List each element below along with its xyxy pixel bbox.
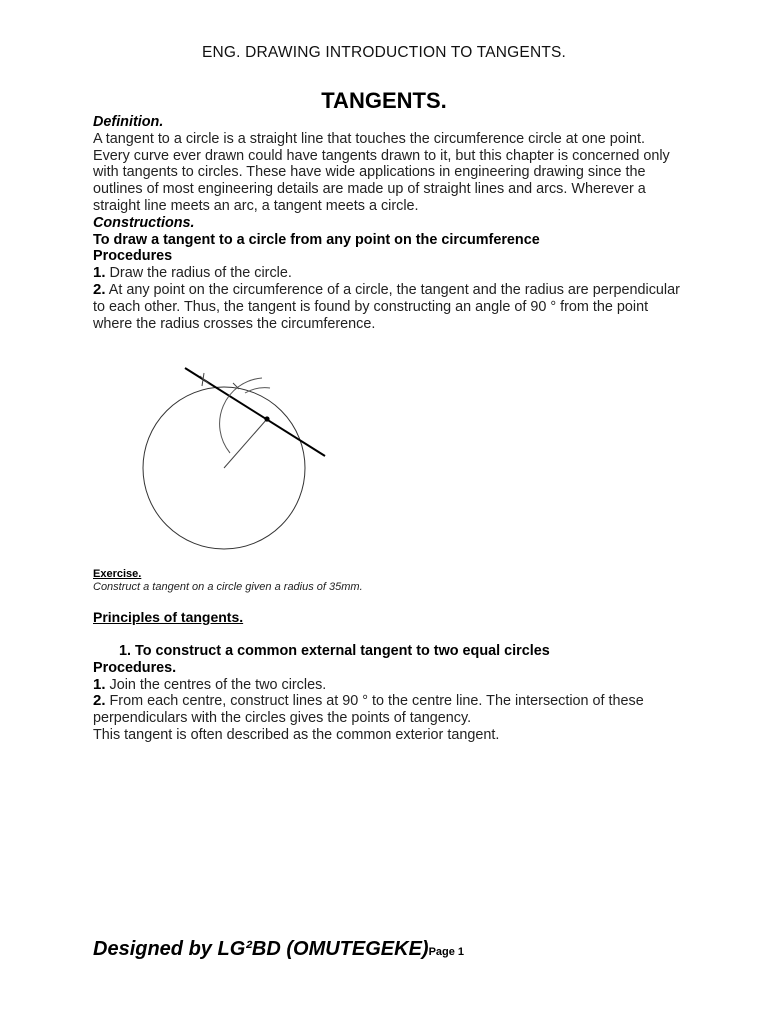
exercise-block xyxy=(93,568,593,594)
page-number: Page 1 xyxy=(428,946,465,958)
constructions-subheading: To draw a tangent to a circle from any point on the circumference xyxy=(93,231,540,248)
exercise-text: Construct a tangent on a circle given a radius of 35mm. xyxy=(93,581,363,593)
header-title: ENG. DRAWING INTRODUCTION TO TANGENTS. xyxy=(201,44,567,61)
step-number: 1. xyxy=(93,264,106,282)
procedure-step xyxy=(93,677,683,694)
construction-arc-2 xyxy=(245,388,270,393)
step-text: From each centre, construct lines at 90 ° to the centre line. The intersection of these perpendiculars with the circles gives the points of tangency. xyxy=(93,693,644,727)
procedures-label: Procedures. xyxy=(93,659,177,676)
constructions-heading: Constructions. xyxy=(93,214,195,231)
step-text: Draw the radius of the circle. xyxy=(105,265,292,282)
definition-section xyxy=(93,114,683,332)
designed-by: Designed by LG²BD (OMUTEGEKE) xyxy=(93,938,429,960)
tangent-point xyxy=(264,416,269,421)
definition-heading: Definition. xyxy=(93,114,164,130)
procedures-label: Procedures xyxy=(93,248,173,265)
radius-line xyxy=(224,419,267,468)
step-text: Join the centres of the two circles. xyxy=(105,676,327,693)
procedure-step xyxy=(93,265,683,282)
procedure-step xyxy=(93,282,683,332)
exercise-label: Exercise. xyxy=(93,568,142,580)
step-text: At any point on the circumference of a circle, the tangent and the radius are perpendicular to each other. Thus, the tangent is found by constructing an angle of 90 ° from the point where the radius crosses the circumference. xyxy=(93,281,680,332)
page-title: TANGENTS. xyxy=(321,88,447,113)
page-footer xyxy=(93,938,464,961)
step-number: 1. xyxy=(93,675,106,693)
construction-tick-1 xyxy=(200,376,209,384)
definition-paragraph-2: Every curve ever drawn could have tangents drawn to it, but this chapter is concerned only with tangents to circles. These have wide applications in engineering drawing since the outlines of most engineering details are made up of straight lines and arcs. Wherever a straight line meets an arc, a tangent meets a circle. xyxy=(93,147,670,214)
closing-text: This tangent is often described as the common exterior tangent. xyxy=(93,726,500,743)
procedure-step xyxy=(93,693,683,727)
step-number: 2. xyxy=(93,280,106,298)
principles-heading: Principles of tangents. xyxy=(93,609,244,625)
external-tangent-item: 1. To construct a common external tangent to two equal circles xyxy=(119,643,550,659)
tangent-construction-diagram xyxy=(130,358,340,568)
step-number: 2. xyxy=(93,692,106,710)
definition-paragraph-1: A tangent to a circle is a straight line that touches the circumference circle at one point. xyxy=(93,130,645,147)
external-tangent-section xyxy=(93,643,683,744)
